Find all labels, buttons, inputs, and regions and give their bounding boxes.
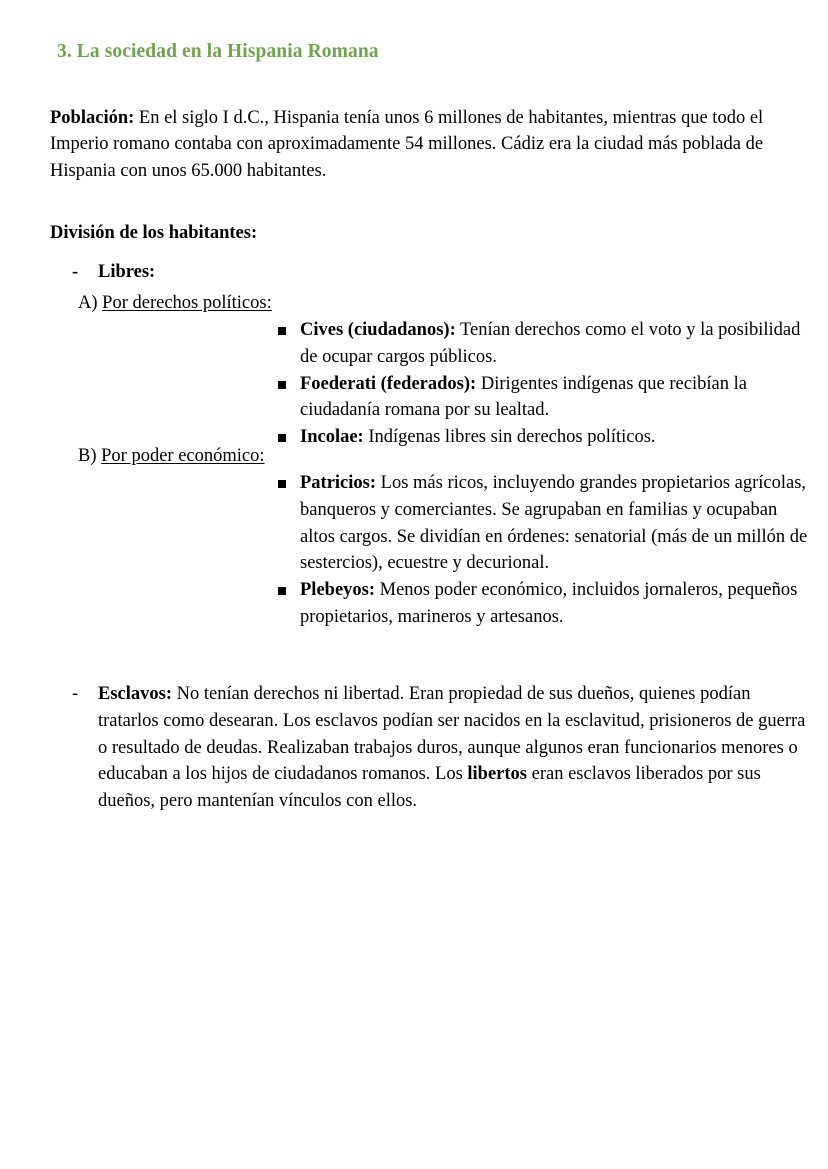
poblacion-label: Población:: [50, 107, 135, 128]
list-item: [278, 371, 808, 425]
libres-entry: [72, 259, 372, 286]
poblacion-text: En el siglo I d.C., Hispania tenía unos 6 millones de habitantes, mientras que todo el Imperio romano contaba con aproximadamente 54 millones. Cádiz era la ciudad más poblada de Hispania con unos 65.000 habitantes.: [50, 107, 764, 182]
list-item-term: Plebeyos:: [300, 580, 376, 601]
group-a-letter: A): [78, 293, 103, 313]
square-bullet-icon: [278, 381, 286, 389]
group-b-title: Por poder económico:: [101, 446, 265, 466]
esclavos-text-after: eran esclavos liberados por sus dueños, pero mantenían vínculos con ellos.: [98, 764, 761, 812]
list-item-term: Incolae:: [300, 427, 364, 448]
esclavos-body: [72, 681, 808, 815]
group-a-title: Por derechos políticos:: [102, 293, 272, 313]
group-b-letter: B): [78, 446, 102, 466]
list-item-text: Indígenas libres sin derechos políticos.: [363, 427, 656, 448]
list-item-term: Cives (ciudadanos):: [300, 320, 456, 340]
square-bullet-icon: [278, 480, 286, 488]
group-b-list: [278, 470, 808, 631]
square-bullet-icon: [278, 327, 286, 335]
dash-bullet-icon: -: [72, 262, 79, 282]
libres-label: Libres:: [98, 262, 156, 282]
list-item: [278, 424, 808, 451]
square-bullet-icon: [278, 434, 286, 442]
list-item-text: Menos poder económico, incluidos jornaleros, pequeños propietarios, marineros y artesanos.: [300, 580, 798, 627]
list-item-text: Los más ricos, incluyendo grandes propietarios agrícolas, banqueros y comerciantes. Se agrupaban en familias y ocupaban altos cargos. Se dividían en órdenes: senatorial (más de un millón de sestercios), ecuestre y decurional.: [300, 473, 808, 574]
square-bullet-icon: [278, 587, 286, 595]
list-item: [278, 577, 808, 631]
list-item: [278, 317, 808, 371]
group-a-list: [278, 317, 808, 451]
esclavos-entry: [72, 681, 808, 815]
list-item-text: Dirigentes indígenas que recibían la ciudadanía romana por su lealtad.: [300, 373, 747, 421]
page-title: 3. La sociedad en la Hispania Romana: [57, 41, 379, 62]
dash-bullet-icon: -: [72, 684, 79, 704]
esclavos-term: Esclavos:: [98, 684, 172, 704]
poblacion-paragraph: [50, 105, 808, 185]
division-heading: División de los habitantes:: [50, 223, 258, 243]
esclavos-emphasis: libertos: [467, 764, 528, 785]
list-item: [278, 470, 808, 577]
group-b-heading: [78, 443, 265, 470]
list-item-text: Tenían derechos como el voto y la posibilidad de ocupar cargos públicos.: [300, 320, 801, 367]
list-item-term: Foederati (federados):: [300, 373, 477, 394]
esclavos-text-before: No tenían derechos ni libertad. Eran propiedad de sus dueños, quienes podían tratarlos como desearan. Los esclavos podían ser nacidos en la esclavitud, prisioneros de guerra o resultado de deudas. Realizaban trabajos duros, aunque algunos eran funcionarios menores o educaban a los hijos de ciudadanos romanos. Los: [98, 684, 806, 785]
list-item-term: Patricios:: [300, 473, 377, 493]
group-a-heading: [78, 290, 272, 317]
